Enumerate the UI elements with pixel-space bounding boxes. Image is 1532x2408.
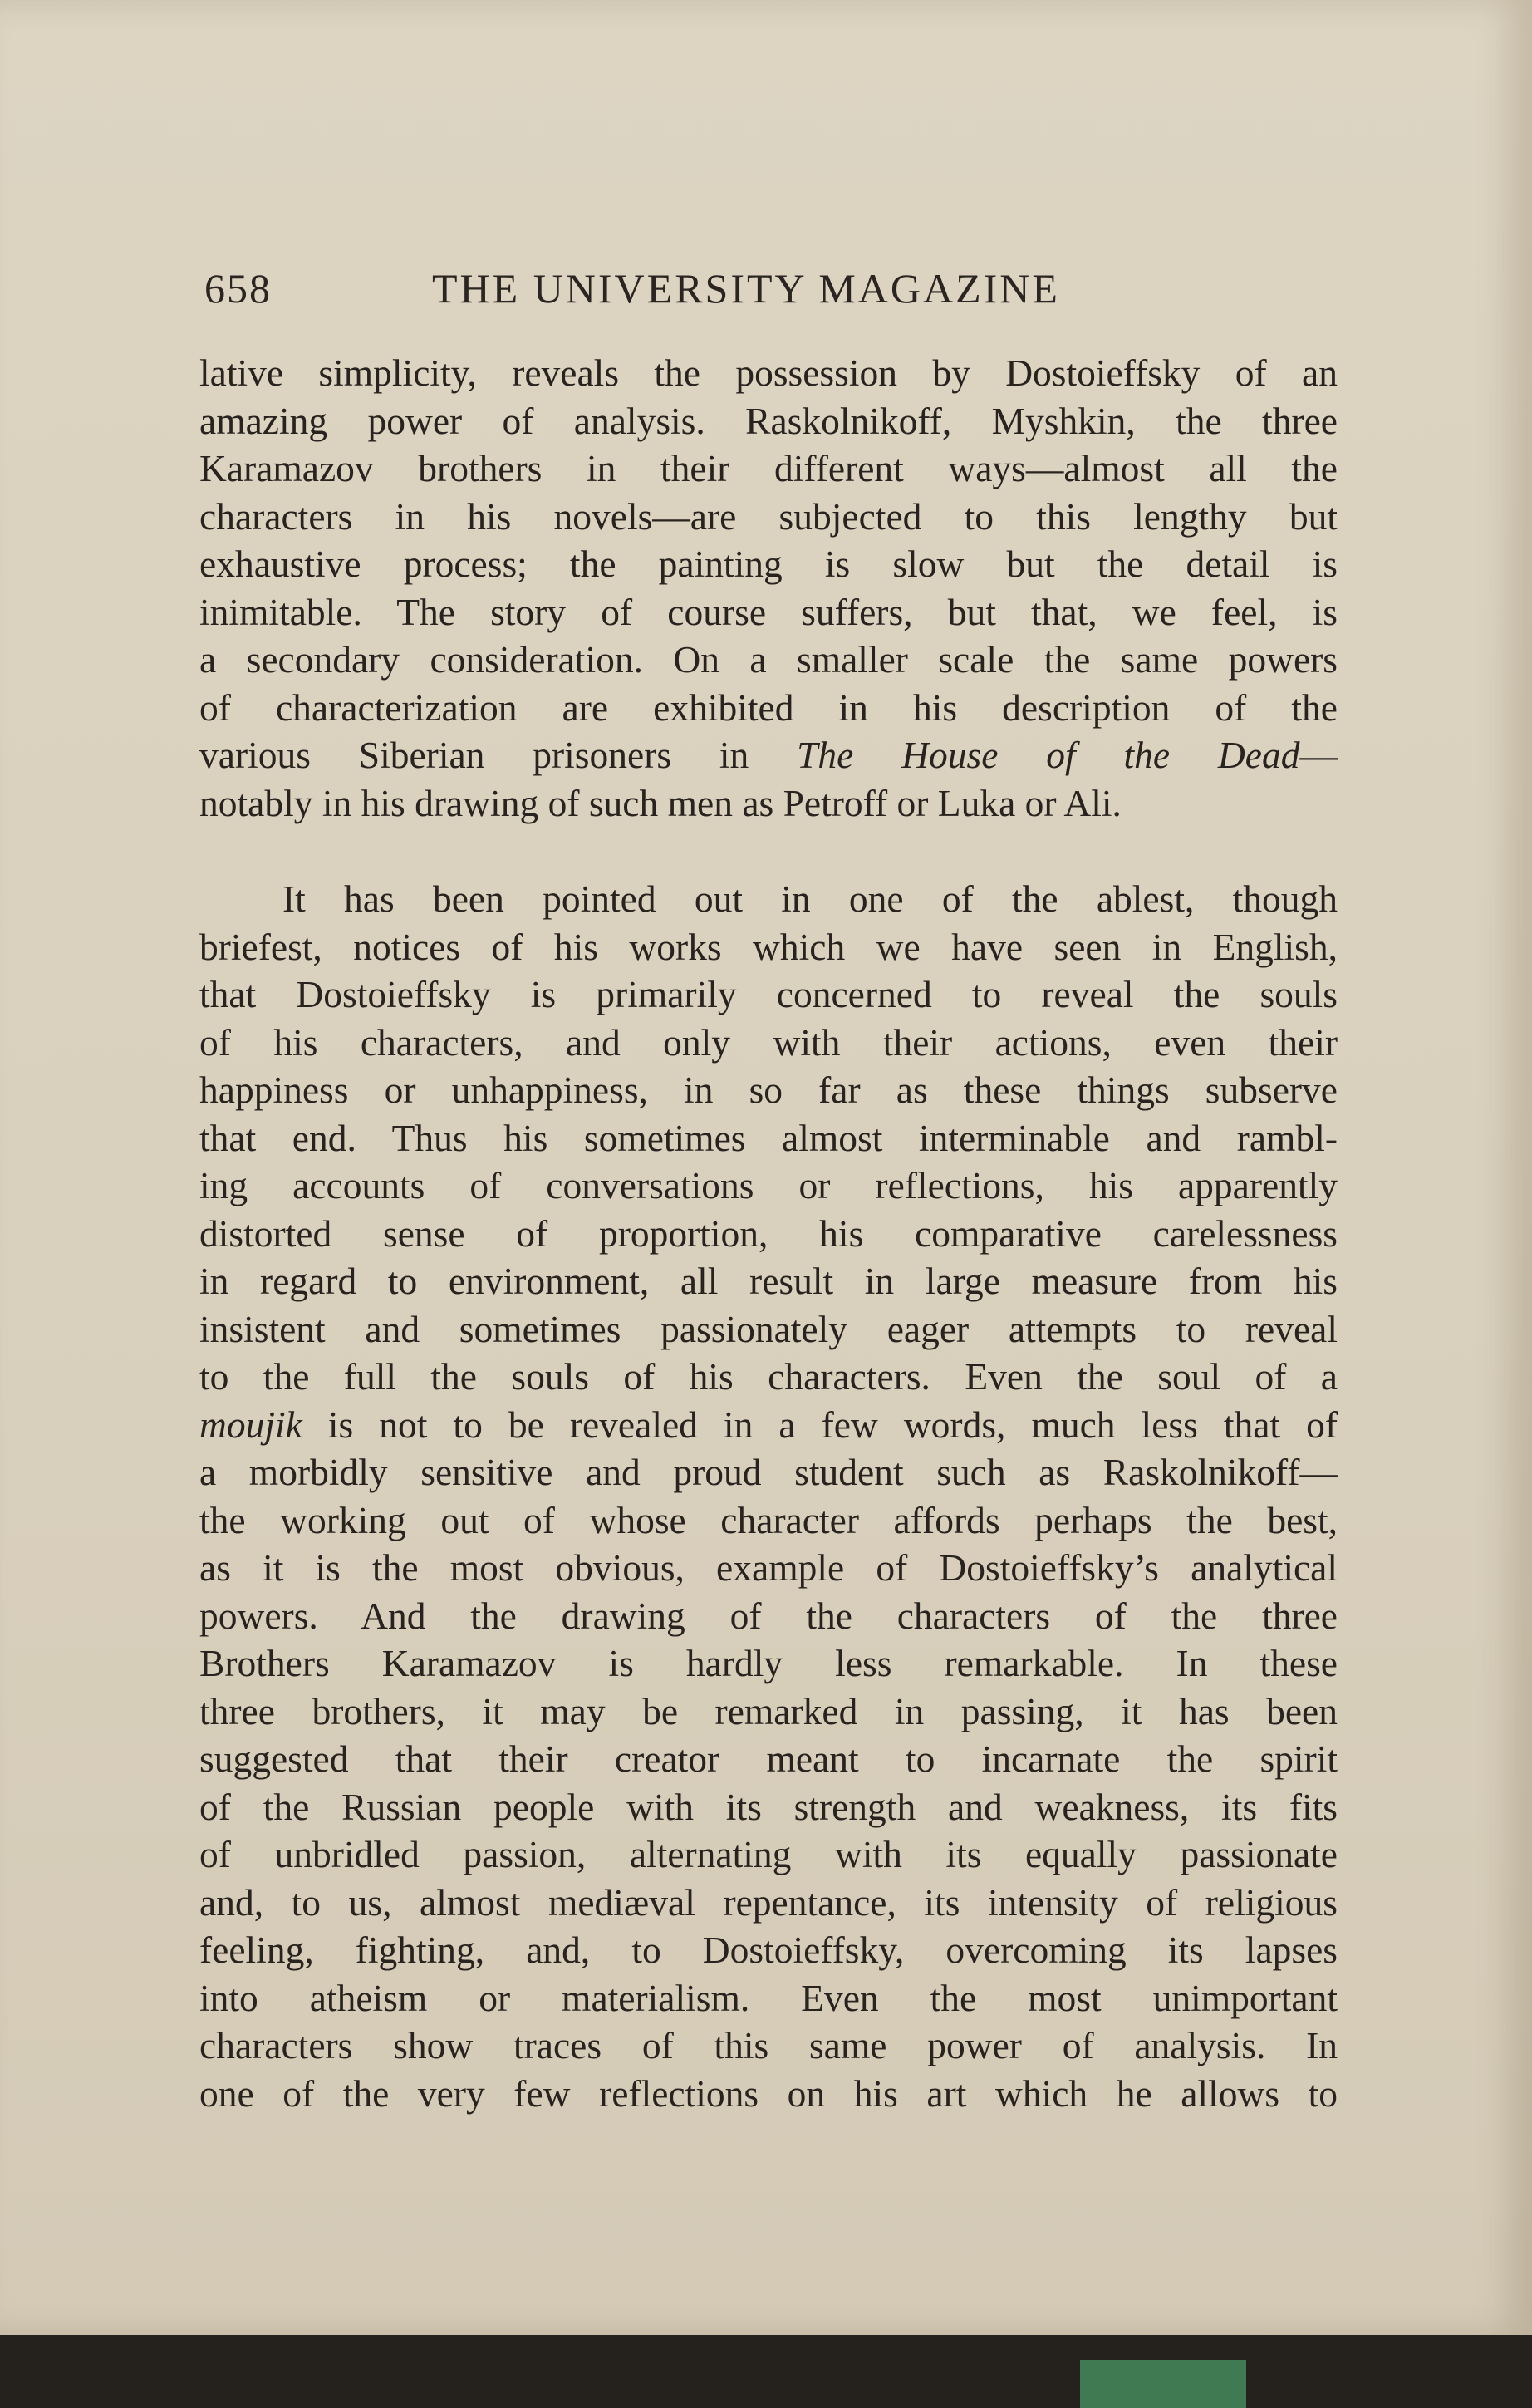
text-line: exhaustive process; the painting is slow but the detail is: [199, 543, 1338, 585]
text-line: Brothers Karamazov is hardly less remarkable. In these: [199, 1642, 1338, 1684]
text-line: happiness or unhappiness, in so far as these things subserve: [199, 1069, 1338, 1111]
text-line: of characterization are exhibited in his description of the: [199, 686, 1338, 729]
text-line: that end. Thus his sometimes almost interminable and rambl-: [199, 1116, 1338, 1159]
text-line: [199, 1401, 1338, 1449]
text-line: powers. And the drawing of the characters of the three: [199, 1594, 1338, 1637]
book-title: The House of the Dead: [797, 734, 1300, 776]
text-line: distorted sense of proportion, his comparative carelessness: [199, 1211, 1338, 1255]
text-line: inimitable. The story of course suffers, but that, we feel, is: [199, 590, 1338, 633]
text-line: Karamazov brothers in their different ways—almost all the: [199, 447, 1338, 489]
text-line: of unbridled passion, alternating with its equally passionate: [199, 1833, 1338, 1875]
text-line: one of the very few reflections on his art which he allows to: [199, 2071, 1338, 2115]
italic-word: moujik: [199, 1403, 302, 1446]
text-run: various Siberian prisoners in: [199, 734, 798, 776]
text-line: as it is the most obvious, example of Dostoieffsky’s analytical: [199, 1546, 1338, 1589]
text-line: that Dostoieffsky is primarily concerned to reveal the souls: [199, 973, 1338, 1015]
journal-title: THE UNIVERSITY MAGAZINE: [432, 265, 1060, 312]
text-line: insistent and sometimes passionately eager attempts to reveal: [199, 1307, 1338, 1350]
text-line: lative simplicity, reveals the possession by Dostoieffsky of an: [199, 351, 1338, 394]
paragraph-1: [199, 349, 1338, 827]
text-line: into atheism or materialism. Even the most unimportant: [199, 1976, 1338, 2019]
paragraph-gap: [199, 827, 1338, 875]
body-text: [199, 349, 1338, 2117]
running-head: [204, 264, 1334, 322]
text-run: —: [1299, 734, 1338, 776]
text-line: a morbidly sensitive and proud student such as Raskolnikoff—: [199, 1451, 1338, 1493]
text-line: ing accounts of conversations or reflections, his apparently: [199, 1164, 1338, 1206]
text-line: of his characters, and only with their actions, even their: [199, 1020, 1338, 1064]
text-line: characters show traces of this same power of analysis. In: [199, 2024, 1338, 2066]
green-tab: [1080, 2360, 1246, 2408]
text-line: suggested that their creator meant to incarnate the spirit: [199, 1737, 1338, 1780]
text-line: to the full the souls of his characters. Even the soul of a: [199, 1355, 1338, 1398]
text-line: characters in his novels—are subjected to this lengthy but: [199, 494, 1338, 538]
book-bottom-edge: [0, 2335, 1532, 2408]
paragraph-2: [199, 875, 1338, 2117]
text-line: [199, 731, 1338, 779]
text-line: feeling, fighting, and, to Dostoieffsky, overcoming its lapses: [199, 1929, 1338, 1971]
text-line: amazing power of analysis. Raskolnikoff, Myshkin, the three: [199, 399, 1338, 442]
text-line: of the Russian people with its strength and weakness, its fits: [199, 1785, 1338, 1828]
text-line: notably in his drawing of such men as Petroff or Luka or Ali.: [199, 781, 1122, 824]
text-line: in regard to environment, all result in large measure from his: [199, 1260, 1338, 1302]
text-line: the working out of whose character affords perhaps the best,: [199, 1498, 1338, 1541]
text-line: a secondary consideration. On a smaller scale the same powers: [199, 638, 1338, 681]
text-line: three brothers, it may be remarked in passing, it has been: [199, 1689, 1338, 1732]
text-line: briefest, notices of his works which we have seen in English,: [199, 925, 1338, 968]
page-number: 658: [204, 265, 272, 312]
text-line: and, to us, almost mediæval repentance, its intensity of religious: [199, 1880, 1338, 1924]
text-run: is not to be revealed in a few words, much less that of: [302, 1403, 1338, 1446]
text-line: It has been pointed out in one of the ablest, though: [282, 877, 1338, 920]
